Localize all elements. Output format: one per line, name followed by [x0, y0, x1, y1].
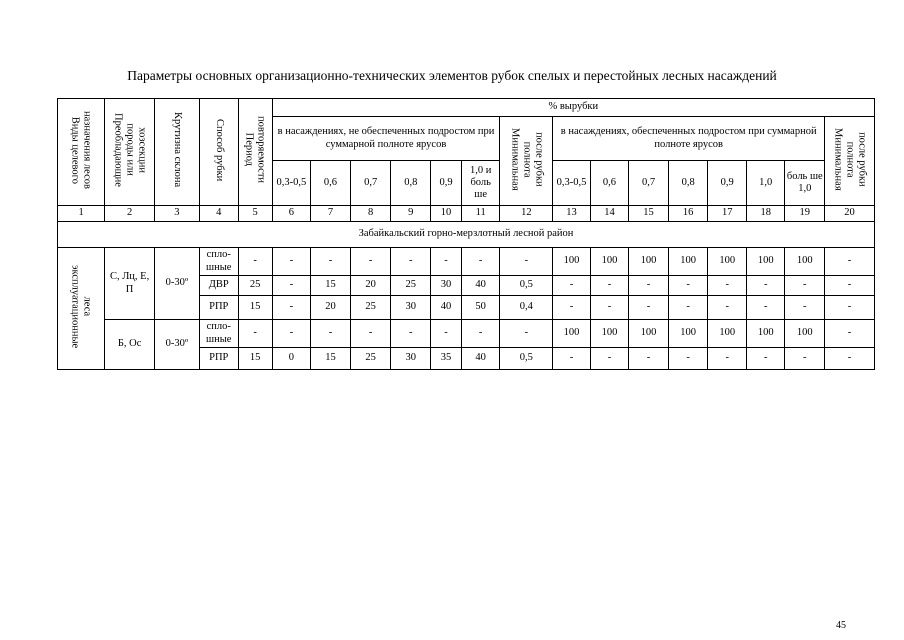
table-cell: - — [825, 348, 875, 370]
header-slope: Крутизна склона — [154, 99, 199, 206]
col-number: 2 — [105, 206, 155, 222]
method-cell: спло-шные — [199, 248, 238, 276]
table-cell: - — [553, 348, 590, 370]
table-cell: 25 — [238, 276, 272, 296]
table-cell: - — [825, 276, 875, 296]
subcol-b-4: 0,8 — [668, 161, 708, 206]
col-number: 3 — [154, 206, 199, 222]
table-cell: 20 — [350, 276, 391, 296]
col-number: 14 — [590, 206, 629, 222]
subcol-b-5: 0,9 — [708, 161, 747, 206]
table-cell: - — [629, 348, 669, 370]
table-cell: 30 — [391, 296, 431, 320]
col-number: 16 — [668, 206, 708, 222]
table-cell: 15 — [238, 348, 272, 370]
table-cell: 25 — [350, 296, 391, 320]
table-cell: - — [708, 296, 747, 320]
col-number: 15 — [629, 206, 669, 222]
table-cell: 100 — [708, 320, 747, 348]
table-title: Параметры основных организационно-технических элементов рубок спелых и перестойных лесных насаждений — [127, 68, 777, 83]
table-cell: 100 — [785, 248, 825, 276]
col-number: 18 — [746, 206, 785, 222]
header-min-density-b: Минимальная полнота после рубки — [825, 117, 875, 206]
table-cell: - — [590, 296, 629, 320]
table-cell: 30 — [431, 276, 462, 296]
species-cell: С, Лц, Е, П — [105, 248, 155, 320]
table-cell: 100 — [746, 248, 785, 276]
table-cell: - — [590, 348, 629, 370]
table-cell: - — [668, 276, 708, 296]
table-cell: - — [500, 320, 553, 348]
slope-cell: 0-30º — [154, 320, 199, 370]
col-number: 20 — [825, 206, 875, 222]
table-cell: 40 — [461, 276, 500, 296]
table-cell: - — [272, 320, 311, 348]
col-number: 17 — [708, 206, 747, 222]
table-cell: 0,4 — [500, 296, 553, 320]
table-cell: 15 — [238, 296, 272, 320]
parameters-table — [57, 98, 875, 370]
col-number: 4 — [199, 206, 238, 222]
col-number: 5 — [238, 206, 272, 222]
table-cell: - — [825, 248, 875, 276]
subcol-a-5: 0,9 — [431, 161, 462, 206]
subcol-a-1: 0,3-0,5 — [272, 161, 311, 206]
col-number: 7 — [311, 206, 351, 222]
method-cell: РПР — [199, 348, 238, 370]
table-cell: 25 — [391, 276, 431, 296]
col-number: 13 — [553, 206, 590, 222]
table-cell: 0,5 — [500, 276, 553, 296]
col-number: 19 — [785, 206, 825, 222]
table-cell: 100 — [708, 248, 747, 276]
subcol-b-2: 0,6 — [590, 161, 629, 206]
table-cell: - — [553, 296, 590, 320]
col-number: 10 — [431, 206, 462, 222]
table-cell: - — [350, 248, 391, 276]
header-min-density-a: Минимальная полнота после рубки — [500, 117, 553, 206]
subcol-a-4: 0,8 — [391, 161, 431, 206]
table-cell: - — [746, 276, 785, 296]
table-cell: 40 — [431, 296, 462, 320]
table-cell: 15 — [311, 276, 351, 296]
table-cell: 50 — [461, 296, 500, 320]
table-cell: - — [590, 276, 629, 296]
region-row: Забайкальский горно-мерзлотный лесной район — [58, 222, 875, 248]
table-cell: 0,5 — [500, 348, 553, 370]
table-cell: - — [746, 348, 785, 370]
col-number: 12 — [500, 206, 553, 222]
header-species: Преобладающие породы или хозсекции — [105, 99, 155, 206]
slope-cell: 0-30º — [154, 248, 199, 320]
table-cell: 35 — [431, 348, 462, 370]
column-number-row — [58, 206, 875, 222]
table-cell: - — [311, 320, 351, 348]
table-cell: 100 — [785, 320, 825, 348]
table-cell: - — [461, 320, 500, 348]
table-cell: - — [238, 320, 272, 348]
species-cell: Б, Ос — [105, 320, 155, 370]
header-repeat-period: Период повторяемости — [238, 99, 272, 206]
col-number: 8 — [350, 206, 391, 222]
page-number: 45 — [836, 620, 846, 631]
table-cell: - — [272, 296, 311, 320]
table-cell: - — [629, 276, 669, 296]
subcol-b-6: 1,0 — [746, 161, 785, 206]
table-cell: - — [785, 296, 825, 320]
table-cell: - — [708, 348, 747, 370]
col-number: 6 — [272, 206, 311, 222]
table-cell: - — [500, 248, 553, 276]
col-number: 9 — [391, 206, 431, 222]
table-cell: - — [461, 248, 500, 276]
table-cell: 0 — [272, 348, 311, 370]
table-cell: 25 — [350, 348, 391, 370]
table-cell: - — [391, 248, 431, 276]
table-cell: 40 — [461, 348, 500, 370]
subcol-b-7: боль ше 1,0 — [785, 161, 825, 206]
table-cell: - — [391, 320, 431, 348]
subcol-a-6: 1,0 и боль ше — [461, 161, 500, 206]
table-cell: 100 — [590, 248, 629, 276]
table-cell: 100 — [746, 320, 785, 348]
table-row — [58, 320, 875, 348]
table-cell: - — [825, 320, 875, 348]
table-cell: 100 — [553, 248, 590, 276]
table-row — [58, 248, 875, 276]
table-cell: - — [825, 296, 875, 320]
table-cell: - — [311, 248, 351, 276]
method-cell: РПР — [199, 296, 238, 320]
table-cell: 20 — [311, 296, 351, 320]
table-cell: - — [553, 276, 590, 296]
table-cell: - — [785, 276, 825, 296]
subcol-a-3: 0,7 — [350, 161, 391, 206]
table-cell: - — [708, 276, 747, 296]
forest-type-cell: эксплуатационные леса — [58, 248, 105, 370]
table-cell: - — [431, 248, 462, 276]
table-cell: 100 — [668, 248, 708, 276]
header-percent-cut: % вырубки — [272, 99, 874, 117]
table-cell: 100 — [629, 320, 669, 348]
table-cell: 100 — [553, 320, 590, 348]
table-cell: - — [272, 248, 311, 276]
subcol-b-3: 0,7 — [629, 161, 669, 206]
table-cell: 100 — [590, 320, 629, 348]
table-cell: 100 — [629, 248, 669, 276]
col-number: 1 — [58, 206, 105, 222]
method-cell: ДВР — [199, 276, 238, 296]
table-cell: - — [668, 348, 708, 370]
table-cell: 15 — [311, 348, 351, 370]
table-cell: 100 — [668, 320, 708, 348]
table-cell: - — [785, 348, 825, 370]
col-number: 11 — [461, 206, 500, 222]
header-cutting-method: Способ рубки — [199, 99, 238, 206]
table-cell: - — [629, 296, 669, 320]
subcol-b-1: 0,3-0,5 — [553, 161, 590, 206]
table-cell: - — [431, 320, 462, 348]
header-group-no-undergrowth: в насаждениях, не обеспеченных подростом при суммарной полноте ярусов — [272, 117, 500, 161]
header-forest-purpose: Виды целевого назначения лесов — [58, 99, 105, 206]
subcol-a-2: 0,6 — [311, 161, 351, 206]
table-cell: - — [746, 296, 785, 320]
table-cell: - — [350, 320, 391, 348]
method-cell: спло-шные — [199, 320, 238, 348]
table-cell: - — [668, 296, 708, 320]
table-cell: 30 — [391, 348, 431, 370]
table-cell: - — [272, 276, 311, 296]
table-cell: - — [238, 248, 272, 276]
header-group-with-undergrowth: в насаждениях, обеспеченных подростом при суммарной полноте ярусов — [553, 117, 825, 161]
